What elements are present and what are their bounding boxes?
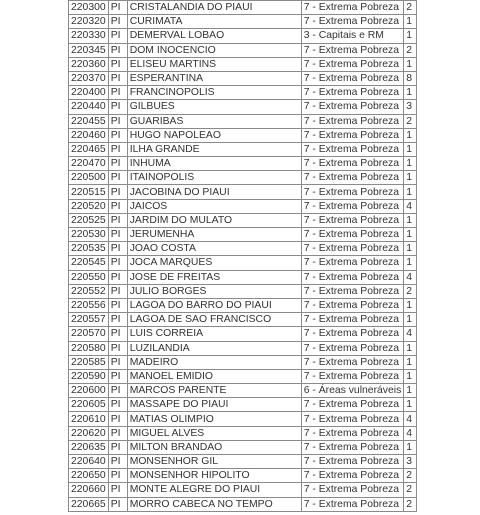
category-cell: 7 - Extrema Pobreza — [301, 114, 404, 128]
municipality-code-cell: 220515 — [69, 185, 109, 199]
municipality-code-cell: 220535 — [69, 242, 109, 256]
state-cell: PI — [108, 114, 127, 128]
count-cell: 2 — [404, 483, 417, 497]
category-cell: 7 - Extrema Pobreza — [301, 412, 404, 426]
municipality-code-cell: 220520 — [69, 199, 109, 213]
municipality-code-cell: 220525 — [69, 213, 109, 227]
count-cell: 2 — [404, 1, 417, 15]
table-row — [69, 157, 417, 171]
count-cell: 1 — [404, 256, 417, 270]
table-row — [69, 384, 417, 398]
count-cell: 2 — [404, 43, 417, 57]
municipality-code-cell: 220590 — [69, 369, 109, 383]
table-row — [69, 455, 417, 469]
table-row — [69, 1, 417, 15]
municipality-name-cell: DEMERVAL LOBAO — [127, 29, 301, 43]
table-row — [69, 57, 417, 71]
state-cell: PI — [108, 355, 127, 369]
table-row — [69, 426, 417, 440]
municipality-code-cell: 220550 — [69, 270, 109, 284]
count-cell: 4 — [404, 199, 417, 213]
municipality-name-cell: JOSE DE FREITAS — [127, 270, 301, 284]
municipality-name-cell: HUGO NAPOLEAO — [127, 128, 301, 142]
municipality-name-cell: CURIMATA — [127, 15, 301, 29]
state-cell: PI — [108, 284, 127, 298]
table-row — [69, 213, 417, 227]
municipality-code-cell: 220455 — [69, 114, 109, 128]
table-row — [69, 313, 417, 327]
municipality-name-cell: ELISEU MARTINS — [127, 57, 301, 71]
category-cell: 7 - Extrema Pobreza — [301, 327, 404, 341]
table-row — [69, 185, 417, 199]
municipality-name-cell: ESPERANTINA — [127, 71, 301, 85]
municipality-code-cell: 220360 — [69, 57, 109, 71]
municipality-name-cell: MATIAS OLIMPIO — [127, 412, 301, 426]
category-cell: 7 - Extrema Pobreza — [301, 1, 404, 15]
count-cell: 1 — [404, 341, 417, 355]
state-cell: PI — [108, 171, 127, 185]
table-row — [69, 142, 417, 156]
municipality-name-cell: ILHA GRANDE — [127, 142, 301, 156]
municipality-code-cell: 220500 — [69, 171, 109, 185]
municipality-table — [68, 0, 417, 512]
count-cell: 4 — [404, 412, 417, 426]
category-cell: 7 - Extrema Pobreza — [301, 128, 404, 142]
municipality-name-cell: JERUMENHA — [127, 228, 301, 242]
table-row — [69, 327, 417, 341]
category-cell: 7 - Extrema Pobreza — [301, 86, 404, 100]
municipality-code-cell: 220556 — [69, 298, 109, 312]
municipality-name-cell: MONSENHOR GIL — [127, 455, 301, 469]
category-cell: 7 - Extrema Pobreza — [301, 440, 404, 454]
municipality-code-cell: 220570 — [69, 327, 109, 341]
state-cell: PI — [108, 298, 127, 312]
category-cell: 7 - Extrema Pobreza — [301, 469, 404, 483]
count-cell: 1 — [404, 57, 417, 71]
table-row — [69, 497, 417, 511]
state-cell: PI — [108, 384, 127, 398]
state-cell: PI — [108, 57, 127, 71]
count-cell: 1 — [404, 171, 417, 185]
count-cell: 1 — [404, 185, 417, 199]
table-row — [69, 86, 417, 100]
municipality-code-cell: 220600 — [69, 384, 109, 398]
category-cell: 7 - Extrema Pobreza — [301, 100, 404, 114]
count-cell: 4 — [404, 426, 417, 440]
category-cell: 7 - Extrema Pobreza — [301, 426, 404, 440]
municipality-name-cell: MONSENHOR HIPOLITO — [127, 469, 301, 483]
category-cell: 7 - Extrema Pobreza — [301, 43, 404, 57]
municipality-name-cell: JOAO COSTA — [127, 242, 301, 256]
municipality-code-cell: 220400 — [69, 86, 109, 100]
municipality-name-cell: MORRO CABECA NO TEMPO — [127, 497, 301, 511]
table-row — [69, 29, 417, 43]
count-cell: 1 — [404, 213, 417, 227]
count-cell: 4 — [404, 270, 417, 284]
count-cell: 8 — [404, 71, 417, 85]
municipality-name-cell: JARDIM DO MULATO — [127, 213, 301, 227]
state-cell: PI — [108, 185, 127, 199]
count-cell: 1 — [404, 228, 417, 242]
state-cell: PI — [108, 313, 127, 327]
municipality-code-cell: 220530 — [69, 228, 109, 242]
municipality-code-cell: 220370 — [69, 71, 109, 85]
state-cell: PI — [108, 455, 127, 469]
category-cell: 7 - Extrema Pobreza — [301, 256, 404, 270]
category-cell: 7 - Extrema Pobreza — [301, 398, 404, 412]
municipality-code-cell: 220545 — [69, 256, 109, 270]
count-cell: 2 — [404, 497, 417, 511]
table-row — [69, 398, 417, 412]
category-cell: 7 - Extrema Pobreza — [301, 284, 404, 298]
category-cell: 7 - Extrema Pobreza — [301, 185, 404, 199]
table-row — [69, 242, 417, 256]
table-row — [69, 228, 417, 242]
table-row — [69, 43, 417, 57]
count-cell: 3 — [404, 455, 417, 469]
state-cell: PI — [108, 157, 127, 171]
table-row — [69, 469, 417, 483]
municipality-code-cell: 220557 — [69, 313, 109, 327]
state-cell: PI — [108, 398, 127, 412]
table-row — [69, 298, 417, 312]
category-cell: 7 - Extrema Pobreza — [301, 157, 404, 171]
table-row — [69, 256, 417, 270]
category-cell: 7 - Extrema Pobreza — [301, 355, 404, 369]
municipality-code-cell: 220585 — [69, 355, 109, 369]
count-cell: 1 — [404, 440, 417, 454]
category-cell: 7 - Extrema Pobreza — [301, 228, 404, 242]
category-cell: 6 - Áreas vulneráveis — [301, 384, 404, 398]
state-cell: PI — [108, 128, 127, 142]
table-row — [69, 100, 417, 114]
table-row — [69, 15, 417, 29]
count-cell: 1 — [404, 15, 417, 29]
municipality-name-cell: MIGUEL ALVES — [127, 426, 301, 440]
state-cell: PI — [108, 256, 127, 270]
table-row — [69, 355, 417, 369]
state-cell: PI — [108, 100, 127, 114]
category-cell: 7 - Extrema Pobreza — [301, 455, 404, 469]
municipality-code-cell: 220465 — [69, 142, 109, 156]
state-cell: PI — [108, 228, 127, 242]
municipality-name-cell: ITAINOPOLIS — [127, 171, 301, 185]
municipality-name-cell: INHUMA — [127, 157, 301, 171]
municipality-code-cell: 220665 — [69, 497, 109, 511]
state-cell: PI — [108, 15, 127, 29]
state-cell: PI — [108, 43, 127, 57]
table-row — [69, 440, 417, 454]
state-cell: PI — [108, 497, 127, 511]
municipality-name-cell: JAICOS — [127, 199, 301, 213]
table-row — [69, 199, 417, 213]
table-row — [69, 114, 417, 128]
municipality-code-cell: 220640 — [69, 455, 109, 469]
municipality-name-cell: CRISTALANDIA DO PIAUI — [127, 1, 301, 15]
category-cell: 7 - Extrema Pobreza — [301, 15, 404, 29]
category-cell: 7 - Extrema Pobreza — [301, 483, 404, 497]
municipality-name-cell: GILBUES — [127, 100, 301, 114]
count-cell: 1 — [404, 313, 417, 327]
count-cell: 3 — [404, 100, 417, 114]
table-row — [69, 270, 417, 284]
category-cell: 7 - Extrema Pobreza — [301, 71, 404, 85]
state-cell: PI — [108, 369, 127, 383]
municipality-code-cell: 220650 — [69, 469, 109, 483]
count-cell: 1 — [404, 369, 417, 383]
category-cell: 3 - Capitais e RM — [301, 29, 404, 43]
municipality-name-cell: LUIS CORREIA — [127, 327, 301, 341]
count-cell: 2 — [404, 114, 417, 128]
category-cell: 7 - Extrema Pobreza — [301, 213, 404, 227]
municipality-name-cell: MILTON BRANDAO — [127, 440, 301, 454]
municipality-code-cell: 220620 — [69, 426, 109, 440]
state-cell: PI — [108, 242, 127, 256]
table-row — [69, 128, 417, 142]
state-cell: PI — [108, 483, 127, 497]
state-cell: PI — [108, 440, 127, 454]
count-cell: 2 — [404, 469, 417, 483]
municipality-code-cell: 220345 — [69, 43, 109, 57]
municipality-name-cell: GUARIBAS — [127, 114, 301, 128]
count-cell: 1 — [404, 86, 417, 100]
state-cell: PI — [108, 412, 127, 426]
municipality-code-cell: 220552 — [69, 284, 109, 298]
state-cell: PI — [108, 270, 127, 284]
municipality-name-cell: DOM INOCENCIO — [127, 43, 301, 57]
category-cell: 7 - Extrema Pobreza — [301, 242, 404, 256]
municipality-code-cell: 220580 — [69, 341, 109, 355]
category-cell: 7 - Extrema Pobreza — [301, 298, 404, 312]
municipality-name-cell: LUZILANDIA — [127, 341, 301, 355]
state-cell: PI — [108, 341, 127, 355]
count-cell: 1 — [404, 398, 417, 412]
table-row — [69, 171, 417, 185]
state-cell: PI — [108, 199, 127, 213]
municipality-code-cell: 220320 — [69, 15, 109, 29]
state-cell: PI — [108, 29, 127, 43]
municipality-code-cell: 220470 — [69, 157, 109, 171]
table-row — [69, 284, 417, 298]
count-cell: 1 — [404, 29, 417, 43]
table-body — [69, 1, 417, 512]
municipality-code-cell: 220635 — [69, 440, 109, 454]
municipality-name-cell: MARCOS PARENTE — [127, 384, 301, 398]
municipality-code-cell: 220330 — [69, 29, 109, 43]
count-cell: 1 — [404, 157, 417, 171]
municipality-name-cell: JOCA MARQUES — [127, 256, 301, 270]
municipality-name-cell: JULIO BORGES — [127, 284, 301, 298]
table-row — [69, 369, 417, 383]
category-cell: 7 - Extrema Pobreza — [301, 57, 404, 71]
category-cell: 7 - Extrema Pobreza — [301, 142, 404, 156]
municipality-name-cell: FRANCINOPOLIS — [127, 86, 301, 100]
table-row — [69, 71, 417, 85]
municipality-code-cell: 220460 — [69, 128, 109, 142]
municipality-name-cell: MANOEL EMIDIO — [127, 369, 301, 383]
state-cell: PI — [108, 71, 127, 85]
state-cell: PI — [108, 213, 127, 227]
count-cell: 2 — [404, 284, 417, 298]
state-cell: PI — [108, 426, 127, 440]
category-cell: 7 - Extrema Pobreza — [301, 313, 404, 327]
state-cell: PI — [108, 86, 127, 100]
category-cell: 7 - Extrema Pobreza — [301, 497, 404, 511]
category-cell: 7 - Extrema Pobreza — [301, 369, 404, 383]
count-cell: 1 — [404, 128, 417, 142]
table-row — [69, 341, 417, 355]
municipality-name-cell: MASSAPE DO PIAUI — [127, 398, 301, 412]
state-cell: PI — [108, 469, 127, 483]
municipality-name-cell: LAGOA DE SAO FRANCISCO — [127, 313, 301, 327]
count-cell: 1 — [404, 242, 417, 256]
count-cell: 1 — [404, 142, 417, 156]
municipality-name-cell: MADEIRO — [127, 355, 301, 369]
category-cell: 7 - Extrema Pobreza — [301, 341, 404, 355]
category-cell: 7 - Extrema Pobreza — [301, 171, 404, 185]
count-cell: 1 — [404, 298, 417, 312]
category-cell: 7 - Extrema Pobreza — [301, 199, 404, 213]
state-cell: PI — [108, 327, 127, 341]
municipality-code-cell: 220440 — [69, 100, 109, 114]
count-cell: 1 — [404, 355, 417, 369]
category-cell: 7 - Extrema Pobreza — [301, 270, 404, 284]
table-row — [69, 412, 417, 426]
municipality-name-cell: JACOBINA DO PIAUI — [127, 185, 301, 199]
state-cell: PI — [108, 1, 127, 15]
state-cell: PI — [108, 142, 127, 156]
municipality-name-cell: MONTE ALEGRE DO PIAUI — [127, 483, 301, 497]
municipality-code-cell: 220610 — [69, 412, 109, 426]
count-cell: 4 — [404, 327, 417, 341]
municipality-code-cell: 220300 — [69, 1, 109, 15]
municipality-code-cell: 220660 — [69, 483, 109, 497]
municipality-name-cell: LAGOA DO BARRO DO PIAUI — [127, 298, 301, 312]
municipality-code-cell: 220605 — [69, 398, 109, 412]
count-cell: 1 — [404, 384, 417, 398]
table-row — [69, 483, 417, 497]
